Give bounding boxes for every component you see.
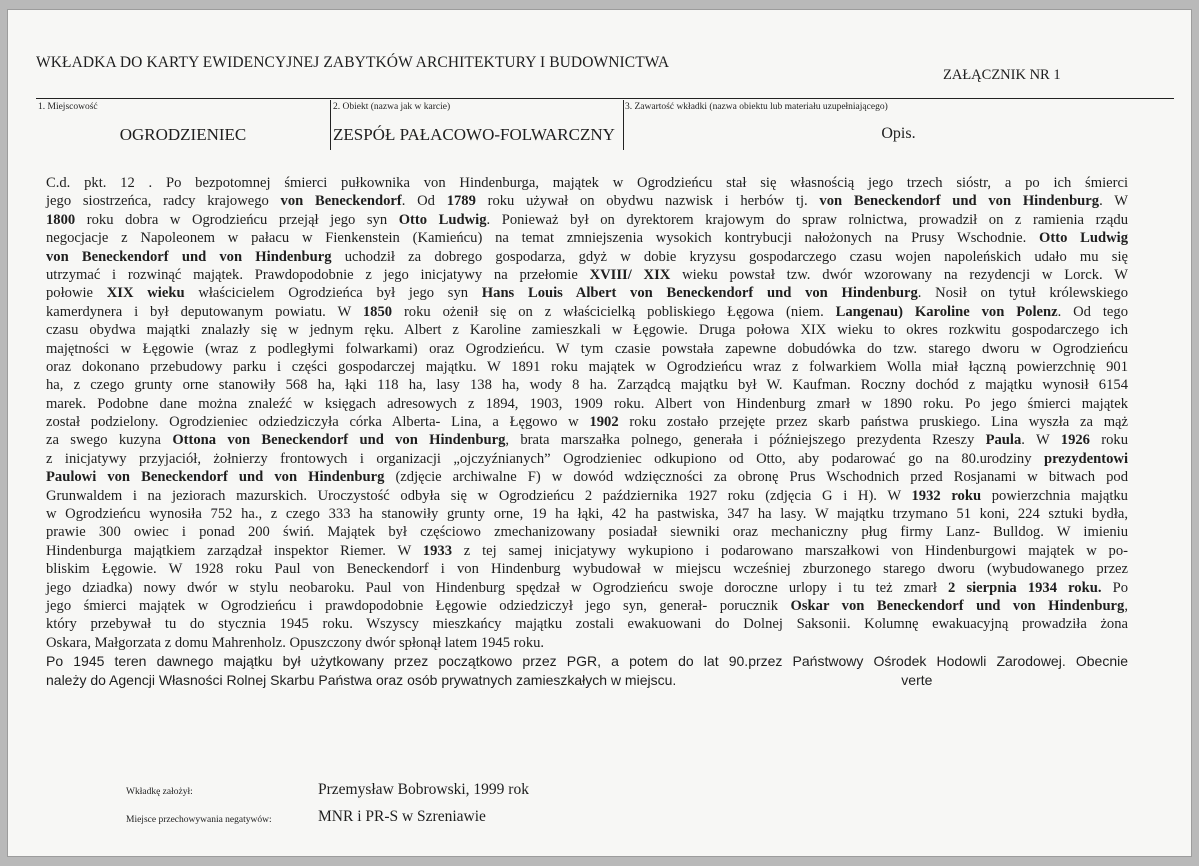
bold-text: 1800 bbox=[46, 211, 76, 228]
description-line bbox=[46, 560, 1128, 578]
text-run: , brata marszałka polnego, generała i późniejszego prezydenta Rzeszy bbox=[505, 432, 986, 449]
text-run: z tej samej inicjatywy wykupiono i podarowano marszałkowi von Hindenburgowi majątek w po- bbox=[451, 542, 1128, 559]
description-line bbox=[46, 358, 1128, 376]
text-run: bliskim Łęgowie. W 1928 roku Paul von Beneckendorf i von Hindenburg wybudował w miejscu wcześniej zburzonego starego dworu (wybudowanego przez bbox=[46, 561, 1128, 578]
description-line bbox=[46, 505, 1128, 523]
field-contents bbox=[623, 100, 1174, 150]
text-run: oraz dokonano przebudowy parku i części gospodarczej majątku. W 1891 roku majątek w Ogrodzieńcu wraz z folwarkiem Wolla miał łączną powierzchnię 901 bbox=[46, 358, 1128, 375]
bold-text: 1902 bbox=[589, 414, 619, 431]
bold-text: prezydentowi bbox=[1043, 450, 1128, 467]
text-run: roku ożenił się on z właścicielką pobliskiego Łęgowa (niem. bbox=[392, 303, 836, 320]
text-run: Po bbox=[1101, 579, 1128, 596]
field-locality-label: 1. Miejscowość bbox=[38, 102, 98, 112]
description-line bbox=[46, 229, 1128, 247]
text-run: (zdjęcie archiwalne F) w dowód wdzięczności za obronę Prus Wschodnich przed Rosjanami w bitwach pod bbox=[384, 469, 1128, 486]
bold-text: 1850 bbox=[362, 303, 393, 320]
document-sheet bbox=[8, 10, 1191, 856]
text-run: prawie 300 owiec i ponad 200 świń. Majątek był częściowo zmechanizowany posiadał siewniki oraz mechaniczny pług firmy Lanz- Bulldog. W imieniu bbox=[46, 524, 1128, 541]
bold-text: von Beneckendorf und von Hindenburg bbox=[819, 193, 1100, 210]
bold-text: Hans Louis Albert von Beneckendorf und von Hindenburg bbox=[481, 285, 918, 302]
bold-text: Oskar von Beneckendorf und von Hindenburg bbox=[790, 597, 1125, 614]
description-line bbox=[46, 413, 1128, 431]
text-run: . Nosił on tytuł królewskiego bbox=[917, 285, 1128, 302]
description-line bbox=[46, 579, 1128, 597]
field-object-label: 2. Obiekt (nazwa jak w karcie) bbox=[333, 102, 451, 112]
text-run: wieku powstał tzw. dwór wzorowany na rezydencji w Lorck. W bbox=[670, 266, 1128, 283]
field-object-value: ZESPÓŁ PAŁACOWO-FOLWARCZNY bbox=[333, 125, 615, 144]
text-run: ha, z czego grunty orne stanowiły 568 ha, łąki 118 ha, lasy 138 ha, wody 8 ha. Zarządcą majątku był W. Kaufman. Roczny dochód z majątku wynosił 6154 bbox=[46, 377, 1128, 394]
description-line bbox=[46, 321, 1128, 339]
bold-text: XIX wieku bbox=[106, 285, 185, 302]
text-run: właścicielem Ogrodzieńca był jego syn bbox=[184, 285, 482, 302]
bold-text: 1926 bbox=[1060, 432, 1090, 449]
text-run: roku dobra w Ogrodzieńcu przejął jego syn bbox=[75, 211, 399, 228]
description-line bbox=[46, 634, 1128, 652]
description-line bbox=[46, 431, 1128, 449]
text-run: . Ponieważ był on dyrektorem krajowym do spraw rolnictwa, prowadził on z ramienia rządu bbox=[486, 211, 1128, 228]
bold-text: Paula bbox=[985, 432, 1022, 449]
description-line bbox=[46, 192, 1128, 210]
text-run: majętności w Łęgowie (wraz z podległymi folwarkami) oraz Ogrodzieńcu. W tym czasie powstała zapewne dobudówka do tzw. starego dworu w Ogrodzieńcu bbox=[46, 340, 1128, 357]
text-run: . Od bbox=[401, 193, 447, 210]
text-run: Grunwaldem i na jeziorach mazurskich. Uroczystość odbyła się w Ogrodzieńcu 2 października 1927 roku (zdjęcia G i H). W bbox=[46, 487, 912, 504]
description-line bbox=[46, 597, 1128, 615]
fields-row bbox=[36, 88, 1174, 150]
description-line bbox=[46, 487, 1128, 505]
text-run: C.d. pkt. 12 . Po bezpotomnej śmierci pułkownika von Hindenburga, majątek w Ogrodzieńcu stał się własnością jego trzech sióstr, a po ich śmierci bbox=[46, 175, 1128, 191]
bold-text: Otto Ludwig bbox=[1039, 230, 1129, 247]
description-line bbox=[46, 284, 1128, 302]
text-run: negocjacje z Napoleonem w pałacu w Fienkenstein (Kamieńcu) na temat zmniejszenia wysokich kontrybucji nałożonych na Prusy Wschodnie. bbox=[46, 230, 1039, 247]
text-run: Oskara, Małgorzata z domu Mahrenholz. Opuszczony dwór spłonął latem 1945 roku. bbox=[46, 634, 545, 651]
text-run: . W bbox=[1099, 193, 1128, 210]
description-line bbox=[46, 266, 1128, 284]
text-run: który przebywał tu do stycznia 1945 roku. Wszyscy mieszkańcy majątku zostali ewakuowani do Dolnej Saksonii. Kolumnę ewakuacyjną prowadziła żona bbox=[46, 616, 1128, 633]
description-line bbox=[46, 376, 1128, 394]
paragraph-2-closing-text: należy do Agencji Własności Rolnej Skarbu Państwa oraz osób prywatnych zamieszkałych w miejscu. bbox=[46, 671, 677, 688]
description-body bbox=[46, 174, 1128, 689]
text-run: jego śmierci majątek w Ogrodzieńcu i prawdopodobnie Łęgowie odziedziczył jego syn, generał- porucznik bbox=[46, 597, 791, 614]
field-contents-value: Opis. bbox=[881, 125, 916, 142]
description-line bbox=[46, 450, 1128, 468]
text-run: za swego kuzyna bbox=[46, 432, 173, 449]
bold-text: von Beneckendorf und von Hindenburg bbox=[46, 248, 332, 265]
fields-divider bbox=[36, 98, 1174, 99]
text-run: Hindenburga majątkiem zarządzał inspektor Riemer. W bbox=[46, 542, 423, 559]
text-run: kamerdynera i był deputowanym powiatu. W bbox=[46, 303, 363, 320]
document-title: WKŁADKA DO KARTY EWIDENCYJNEJ ZABYTKÓW ARCHITEKTURY I BUDOWNICTWA bbox=[36, 54, 670, 71]
text-run: . W bbox=[1021, 432, 1061, 449]
description-line bbox=[46, 523, 1128, 541]
description-line bbox=[46, 542, 1128, 560]
bold-text: 1933 bbox=[422, 542, 452, 559]
text-run: jego siostrzeńca, radcy krajowego bbox=[46, 193, 281, 210]
verte-note: verte bbox=[901, 671, 933, 688]
bold-text: Otto Ludwig bbox=[398, 211, 487, 228]
text-run: roku zostało przejęte przez skarb państwa pruskiego. Lina wyszła za mąż bbox=[618, 414, 1129, 431]
text-run: roku używał on obydwu nazwisk i herbów tj. bbox=[475, 193, 820, 210]
text-run: roku bbox=[1089, 432, 1129, 449]
footer-storage-value: MNR i PR-S w Szreniawie bbox=[318, 808, 486, 825]
description-line bbox=[46, 211, 1128, 229]
description-paragraph-1 bbox=[46, 174, 1128, 652]
description-line bbox=[46, 303, 1128, 321]
annex-number: ZAŁĄCZNIK NR 1 bbox=[943, 67, 1061, 83]
text-run: . Od tego bbox=[1057, 303, 1128, 320]
field-object bbox=[330, 100, 624, 150]
text-run: utrzymać i rozwinąć majątek. Prawdopodobnie z jego inicjatywy na przełomie bbox=[46, 266, 590, 283]
description-line bbox=[46, 468, 1128, 486]
text-run: został podzielony. Ogrodzieniec odziedziczyła córka Alberta- Lina, a Łęgowo w bbox=[46, 414, 590, 431]
description-line bbox=[46, 340, 1128, 358]
description-line bbox=[46, 174, 1128, 192]
field-locality bbox=[36, 100, 330, 150]
description-paragraph-2-line-1: Po 1945 teren dawnego majątku był użytkowany przez początkowo przez PGR, a potem do lat 90.przez Państwowy Ośrodek Hodowli Zarodowej. Obecnie bbox=[46, 653, 1128, 670]
text-run: marek. Podobne dane można znaleźć w księgach adresowych z 1894, 1903, 1909 roku. Albert von Hindenburg zmarł w 1890 roku. Po jego śmierci majątek bbox=[46, 395, 1128, 412]
text-run: uchodził za dobrego gospodarza, gdyż w dobie kryzysu gospodarczego czasu wojen napoleńskich udało mu się bbox=[331, 248, 1128, 265]
footer-author-label: Wkładkę założył: bbox=[126, 787, 193, 797]
text-run: w Ogrodzieńcu wynosiła 752 ha., z czego 333 ha stanowiły grunty orne, 19 ha łąki, 42 ha pastwiska, 347 ha lasy. W majątku trzymano 51 koni, 224 sztuki bydła, bbox=[46, 506, 1128, 523]
bold-text: 1932 roku bbox=[911, 487, 982, 504]
bold-text: 1789 bbox=[446, 193, 476, 210]
footer-author-value: Przemysław Bobrowski, 1999 rok bbox=[318, 781, 529, 798]
text-run: jego dziadka) nowy dwór w stylu neobaroku. Paul von Hindenburg spędzał w Ogrodzieńcu swoje doroczne urlopy i tu też zmarł bbox=[46, 579, 949, 596]
text-run: , bbox=[1124, 597, 1128, 614]
text-run: z inicjatywy przyjaciół, żołnierzy frontowych i organizacji „ojczyźnianych” Ogrodzieniec odkupiono od Otto, aby podarować go na 80.urodziny bbox=[46, 450, 1044, 467]
bold-text: Paulowi von Beneckendorf und von Hindenburg bbox=[46, 469, 385, 486]
description-line bbox=[46, 615, 1128, 633]
bold-text: XVIII/ XIX bbox=[589, 266, 671, 283]
bold-text: von Beneckendorf bbox=[280, 193, 402, 210]
text-run: połowie bbox=[46, 285, 107, 302]
description-line bbox=[46, 395, 1128, 413]
field-contents-label: 3. Zawartość wkładki (nazwa obiektu lub materiału uzupełniającego) bbox=[625, 102, 888, 112]
bold-text: 2 sierpnia 1934 roku. bbox=[948, 579, 1102, 596]
text-run: powierzchnia majątku bbox=[981, 487, 1128, 504]
description-paragraph-2-line-2 bbox=[46, 671, 1128, 689]
bold-text: Ottona von Beneckendorf und von Hindenburg bbox=[172, 432, 506, 449]
field-locality-value: OGRODZIENIEC bbox=[119, 125, 247, 144]
description-line bbox=[46, 248, 1128, 266]
bold-text: Langenau) Karoline von Polenz bbox=[835, 303, 1058, 320]
footer-storage-label: Miejsce przechowywania negatywów: bbox=[126, 815, 272, 825]
text-run: czasu obydwa majątki znalazły się w jednym ręku. Albert z Karoline zamieszkali w Łęgowie. Druga połowa XIX wieku to okres rozkwitu gospodarczego ich bbox=[46, 322, 1128, 339]
